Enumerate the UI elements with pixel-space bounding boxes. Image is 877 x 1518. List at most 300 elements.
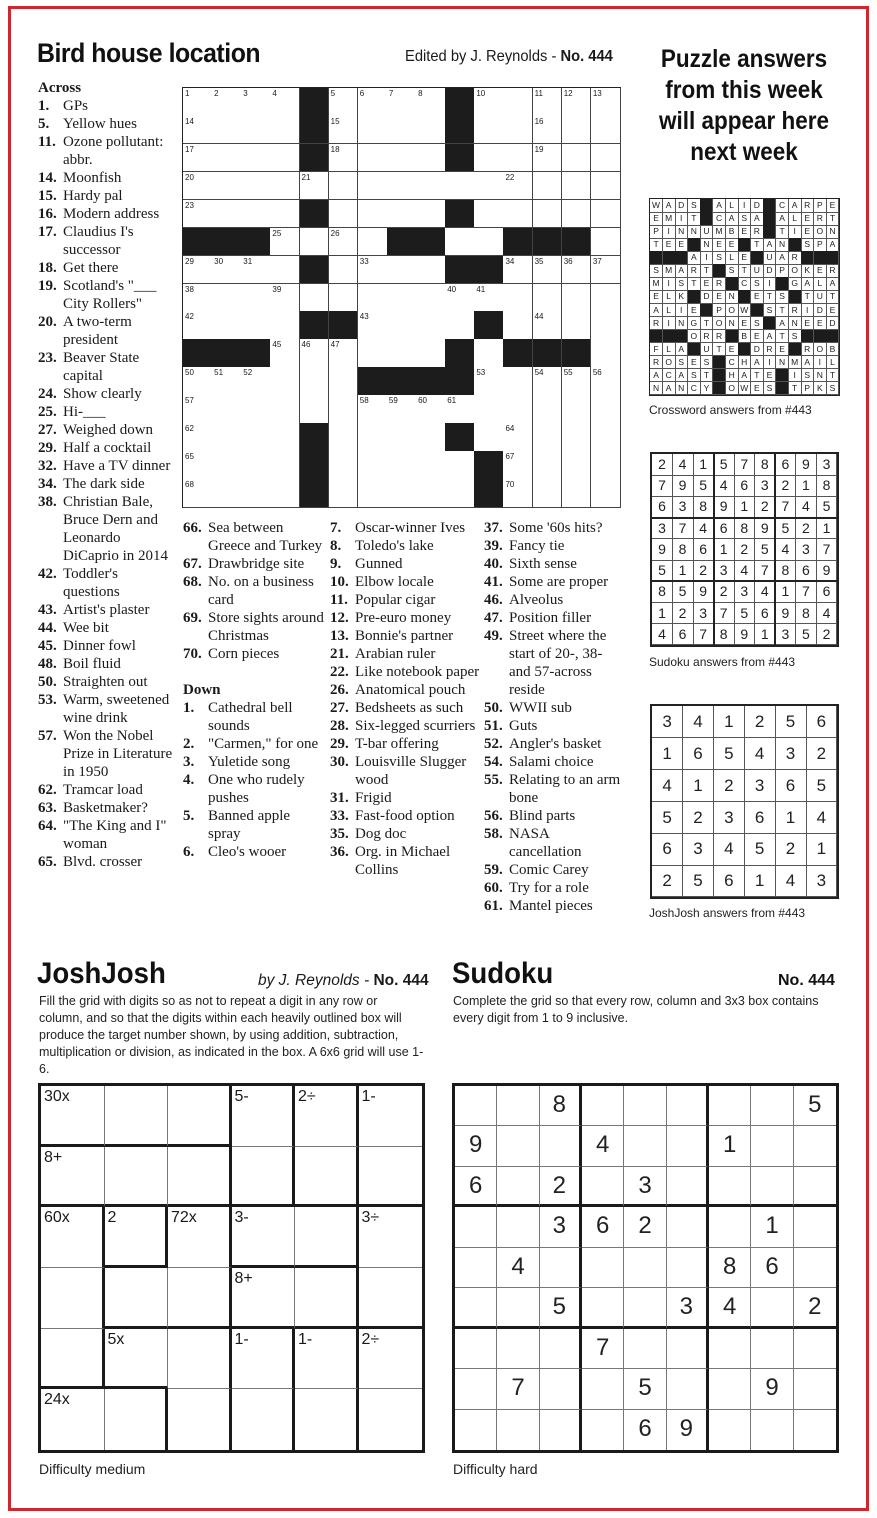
crossword-cell[interactable] [533, 200, 563, 229]
sudoku-cell[interactable] [709, 1329, 751, 1369]
sudoku-cell[interactable] [667, 1288, 709, 1328]
crossword-cell[interactable] [445, 172, 475, 201]
sudoku-cell[interactable] [497, 1207, 539, 1247]
crossword-cell[interactable] [270, 256, 300, 285]
sudoku-cell[interactable] [540, 1207, 582, 1247]
crossword-cell[interactable] [533, 172, 563, 201]
sudoku-cell[interactable] [751, 1288, 793, 1328]
crossword-cell[interactable] [183, 200, 213, 229]
crossword-cell[interactable] [212, 172, 242, 201]
crossword-cell[interactable] [416, 284, 446, 313]
joshjosh-cell[interactable] [295, 1268, 359, 1329]
crossword-cell[interactable] [474, 367, 504, 396]
crossword-cell[interactable] [329, 116, 359, 145]
joshjosh-cell[interactable] [232, 1329, 296, 1390]
crossword-cell[interactable] [533, 423, 563, 452]
sudoku-cell[interactable] [497, 1126, 539, 1166]
crossword-cell[interactable] [329, 88, 359, 117]
joshjosh-cell[interactable] [41, 1329, 105, 1390]
crossword-cell[interactable] [329, 228, 359, 257]
crossword-cell[interactable] [533, 367, 563, 396]
crossword-cell[interactable] [562, 144, 592, 173]
crossword-cell[interactable] [562, 367, 592, 396]
crossword-cell[interactable] [270, 451, 300, 480]
sudoku-cell[interactable] [455, 1207, 497, 1247]
sudoku-cell[interactable] [540, 1086, 582, 1126]
sudoku-cell[interactable] [751, 1369, 793, 1409]
sudoku-cell[interactable] [624, 1410, 666, 1450]
joshjosh-cell[interactable] [105, 1207, 169, 1268]
joshjosh-cell[interactable] [359, 1389, 423, 1450]
sudoku-cell[interactable] [582, 1410, 624, 1450]
crossword-cell[interactable] [591, 451, 621, 480]
joshjosh-cell[interactable] [168, 1268, 232, 1329]
joshjosh-cell[interactable] [232, 1147, 296, 1208]
crossword-cell[interactable] [503, 88, 533, 117]
sudoku-cell[interactable] [709, 1248, 751, 1288]
crossword-cell[interactable] [445, 311, 475, 340]
crossword-cell[interactable] [416, 116, 446, 145]
sudoku-cell[interactable] [540, 1329, 582, 1369]
crossword-cell[interactable] [329, 367, 359, 396]
joshjosh-cell[interactable] [295, 1329, 359, 1390]
crossword-cell[interactable] [387, 88, 417, 117]
crossword-cell[interactable] [183, 88, 213, 117]
crossword-cell[interactable] [591, 284, 621, 313]
sudoku-cell[interactable] [709, 1369, 751, 1409]
joshjosh-cell[interactable] [295, 1389, 359, 1450]
crossword-cell[interactable] [241, 479, 271, 508]
crossword-cell[interactable] [387, 395, 417, 424]
crossword-cell[interactable] [358, 479, 388, 508]
sudoku-cell[interactable] [751, 1410, 793, 1450]
joshjosh-cell[interactable] [105, 1147, 169, 1208]
crossword-cell[interactable] [329, 200, 359, 229]
crossword-cell[interactable] [503, 423, 533, 452]
sudoku-cell[interactable] [794, 1410, 836, 1450]
crossword-cell[interactable] [533, 144, 563, 173]
crossword-cell[interactable] [270, 228, 300, 257]
crossword-cell[interactable] [183, 311, 213, 340]
crossword-cell[interactable] [241, 311, 271, 340]
joshjosh-cell[interactable] [105, 1086, 169, 1147]
crossword-cell[interactable] [474, 395, 504, 424]
crossword-cell[interactable] [270, 395, 300, 424]
crossword-cell[interactable] [358, 228, 388, 257]
crossword-cell[interactable] [445, 451, 475, 480]
crossword-cell[interactable] [270, 367, 300, 396]
sudoku-cell[interactable] [667, 1248, 709, 1288]
crossword-cell[interactable] [562, 200, 592, 229]
sudoku-cell[interactable] [709, 1167, 751, 1207]
crossword-cell[interactable] [212, 256, 242, 285]
crossword-cell[interactable] [387, 116, 417, 145]
crossword-grid[interactable] [182, 87, 621, 508]
crossword-cell[interactable] [474, 116, 504, 145]
sudoku-cell[interactable] [497, 1248, 539, 1288]
crossword-cell[interactable] [241, 423, 271, 452]
sudoku-cell[interactable] [497, 1369, 539, 1409]
crossword-cell[interactable] [562, 451, 592, 480]
crossword-cell[interactable] [387, 256, 417, 285]
sudoku-cell[interactable] [794, 1086, 836, 1126]
sudoku-cell[interactable] [497, 1329, 539, 1369]
sudoku-cell[interactable] [455, 1369, 497, 1409]
crossword-cell[interactable] [533, 284, 563, 313]
crossword-cell[interactable] [358, 284, 388, 313]
sudoku-cell[interactable] [497, 1410, 539, 1450]
crossword-cell[interactable] [416, 200, 446, 229]
crossword-cell[interactable] [562, 116, 592, 145]
sudoku-cell[interactable] [709, 1207, 751, 1247]
joshjosh-cell[interactable] [41, 1389, 105, 1450]
crossword-cell[interactable] [591, 395, 621, 424]
crossword-cell[interactable] [212, 88, 242, 117]
crossword-cell[interactable] [329, 284, 359, 313]
crossword-cell[interactable] [533, 395, 563, 424]
sudoku-cell[interactable] [624, 1288, 666, 1328]
crossword-cell[interactable] [270, 200, 300, 229]
crossword-cell[interactable] [358, 311, 388, 340]
crossword-cell[interactable] [241, 256, 271, 285]
crossword-cell[interactable] [212, 284, 242, 313]
joshjosh-cell[interactable] [41, 1268, 105, 1329]
crossword-cell[interactable] [300, 339, 330, 368]
crossword-cell[interactable] [387, 451, 417, 480]
sudoku-cell[interactable] [794, 1126, 836, 1166]
sudoku-cell[interactable] [455, 1410, 497, 1450]
crossword-cell[interactable] [183, 423, 213, 452]
crossword-cell[interactable] [591, 367, 621, 396]
crossword-cell[interactable] [183, 284, 213, 313]
crossword-cell[interactable] [183, 116, 213, 145]
crossword-cell[interactable] [591, 256, 621, 285]
crossword-cell[interactable] [270, 339, 300, 368]
crossword-cell[interactable] [503, 144, 533, 173]
crossword-cell[interactable] [241, 116, 271, 145]
crossword-cell[interactable] [183, 451, 213, 480]
sudoku-cell[interactable] [455, 1126, 497, 1166]
crossword-cell[interactable] [270, 311, 300, 340]
crossword-cell[interactable] [241, 367, 271, 396]
crossword-cell[interactable] [445, 228, 475, 257]
sudoku-cell[interactable] [794, 1248, 836, 1288]
joshjosh-cell[interactable] [295, 1207, 359, 1268]
sudoku-cell[interactable] [455, 1288, 497, 1328]
joshjosh-cell[interactable] [168, 1147, 232, 1208]
crossword-cell[interactable] [329, 479, 359, 508]
crossword-cell[interactable] [533, 88, 563, 117]
crossword-cell[interactable] [533, 479, 563, 508]
crossword-cell[interactable] [183, 256, 213, 285]
joshjosh-cell[interactable] [168, 1389, 232, 1450]
crossword-cell[interactable] [329, 339, 359, 368]
crossword-cell[interactable] [474, 228, 504, 257]
joshjosh-cell[interactable] [232, 1086, 296, 1147]
sudoku-cell[interactable] [709, 1288, 751, 1328]
sudoku-cell[interactable] [751, 1248, 793, 1288]
crossword-cell[interactable] [591, 479, 621, 508]
sudoku-cell[interactable] [624, 1369, 666, 1409]
joshjosh-cell[interactable] [41, 1086, 105, 1147]
joshjosh-cell[interactable] [359, 1207, 423, 1268]
crossword-cell[interactable] [416, 339, 446, 368]
crossword-cell[interactable] [212, 479, 242, 508]
joshjosh-cell[interactable] [232, 1268, 296, 1329]
crossword-cell[interactable] [212, 144, 242, 173]
joshjosh-cell[interactable] [105, 1329, 169, 1390]
crossword-cell[interactable] [562, 479, 592, 508]
crossword-cell[interactable] [387, 423, 417, 452]
crossword-cell[interactable] [503, 172, 533, 201]
sudoku-cell[interactable] [794, 1288, 836, 1328]
crossword-cell[interactable] [212, 395, 242, 424]
sudoku-cell[interactable] [667, 1167, 709, 1207]
crossword-cell[interactable] [474, 172, 504, 201]
crossword-cell[interactable] [416, 451, 446, 480]
sudoku-cell[interactable] [540, 1288, 582, 1328]
sudoku-cell[interactable] [667, 1126, 709, 1166]
crossword-cell[interactable] [591, 423, 621, 452]
sudoku-cell[interactable] [794, 1329, 836, 1369]
crossword-cell[interactable] [270, 88, 300, 117]
crossword-cell[interactable] [533, 256, 563, 285]
joshjosh-cell[interactable] [359, 1329, 423, 1390]
sudoku-cell[interactable] [455, 1248, 497, 1288]
crossword-cell[interactable] [358, 395, 388, 424]
sudoku-cell[interactable] [794, 1207, 836, 1247]
joshjosh-cell[interactable] [168, 1207, 232, 1268]
sudoku-cell[interactable] [751, 1086, 793, 1126]
crossword-cell[interactable] [503, 284, 533, 313]
sudoku-cell[interactable] [709, 1410, 751, 1450]
crossword-cell[interactable] [300, 367, 330, 396]
crossword-cell[interactable] [445, 395, 475, 424]
crossword-cell[interactable] [562, 172, 592, 201]
crossword-cell[interactable] [562, 88, 592, 117]
sudoku-cell[interactable] [794, 1369, 836, 1409]
sudoku-cell[interactable] [667, 1410, 709, 1450]
sudoku-cell[interactable] [582, 1248, 624, 1288]
joshjosh-cell[interactable] [168, 1329, 232, 1390]
crossword-cell[interactable] [270, 116, 300, 145]
sudoku-cell[interactable] [582, 1369, 624, 1409]
sudoku-cell[interactable] [624, 1167, 666, 1207]
crossword-cell[interactable] [183, 479, 213, 508]
crossword-cell[interactable] [300, 284, 330, 313]
crossword-cell[interactable] [591, 88, 621, 117]
crossword-cell[interactable] [474, 88, 504, 117]
crossword-cell[interactable] [387, 339, 417, 368]
crossword-cell[interactable] [241, 200, 271, 229]
crossword-cell[interactable] [183, 367, 213, 396]
crossword-cell[interactable] [212, 116, 242, 145]
crossword-cell[interactable] [387, 200, 417, 229]
crossword-cell[interactable] [591, 228, 621, 257]
crossword-cell[interactable] [591, 116, 621, 145]
crossword-cell[interactable] [358, 256, 388, 285]
joshjosh-cell[interactable] [168, 1086, 232, 1147]
crossword-cell[interactable] [416, 395, 446, 424]
crossword-cell[interactable] [591, 172, 621, 201]
sudoku-cell[interactable] [582, 1207, 624, 1247]
crossword-cell[interactable] [270, 284, 300, 313]
crossword-cell[interactable] [358, 116, 388, 145]
crossword-cell[interactable] [241, 172, 271, 201]
crossword-cell[interactable] [212, 367, 242, 396]
sudoku-cell[interactable] [667, 1329, 709, 1369]
crossword-cell[interactable] [241, 395, 271, 424]
crossword-cell[interactable] [241, 451, 271, 480]
crossword-cell[interactable] [562, 423, 592, 452]
sudoku-cell[interactable] [624, 1207, 666, 1247]
crossword-cell[interactable] [241, 144, 271, 173]
crossword-cell[interactable] [533, 116, 563, 145]
crossword-cell[interactable] [212, 423, 242, 452]
crossword-cell[interactable] [474, 339, 504, 368]
crossword-cell[interactable] [358, 451, 388, 480]
crossword-cell[interactable] [591, 144, 621, 173]
sudoku-grid[interactable] [452, 1083, 839, 1453]
sudoku-cell[interactable] [497, 1086, 539, 1126]
crossword-cell[interactable] [358, 172, 388, 201]
sudoku-cell[interactable] [624, 1126, 666, 1166]
crossword-cell[interactable] [416, 256, 446, 285]
crossword-cell[interactable] [358, 144, 388, 173]
crossword-cell[interactable] [329, 144, 359, 173]
crossword-cell[interactable] [270, 479, 300, 508]
joshjosh-cell[interactable] [105, 1389, 169, 1450]
crossword-cell[interactable] [212, 311, 242, 340]
crossword-cell[interactable] [562, 395, 592, 424]
crossword-cell[interactable] [503, 479, 533, 508]
crossword-cell[interactable] [329, 395, 359, 424]
crossword-cell[interactable] [591, 311, 621, 340]
sudoku-cell[interactable] [709, 1086, 751, 1126]
crossword-cell[interactable] [416, 88, 446, 117]
sudoku-cell[interactable] [709, 1126, 751, 1166]
sudoku-cell[interactable] [497, 1167, 539, 1207]
crossword-cell[interactable] [445, 479, 475, 508]
crossword-cell[interactable] [503, 395, 533, 424]
joshjosh-cell[interactable] [359, 1147, 423, 1208]
crossword-cell[interactable] [503, 200, 533, 229]
joshjosh-cell[interactable] [41, 1147, 105, 1208]
joshjosh-cell[interactable] [41, 1207, 105, 1268]
sudoku-cell[interactable] [624, 1248, 666, 1288]
sudoku-cell[interactable] [751, 1329, 793, 1369]
crossword-cell[interactable] [387, 479, 417, 508]
crossword-cell[interactable] [474, 200, 504, 229]
sudoku-cell[interactable] [667, 1369, 709, 1409]
crossword-cell[interactable] [445, 284, 475, 313]
crossword-cell[interactable] [300, 228, 330, 257]
crossword-cell[interactable] [300, 172, 330, 201]
sudoku-cell[interactable] [667, 1207, 709, 1247]
sudoku-cell[interactable] [455, 1167, 497, 1207]
sudoku-cell[interactable] [582, 1167, 624, 1207]
crossword-cell[interactable] [183, 144, 213, 173]
crossword-cell[interactable] [387, 144, 417, 173]
joshjosh-cell[interactable] [359, 1268, 423, 1329]
sudoku-cell[interactable] [582, 1329, 624, 1369]
crossword-cell[interactable] [329, 256, 359, 285]
crossword-cell[interactable] [212, 200, 242, 229]
crossword-cell[interactable] [329, 451, 359, 480]
crossword-cell[interactable] [416, 144, 446, 173]
crossword-cell[interactable] [503, 116, 533, 145]
crossword-cell[interactable] [562, 311, 592, 340]
crossword-cell[interactable] [562, 284, 592, 313]
crossword-cell[interactable] [387, 311, 417, 340]
crossword-cell[interactable] [358, 88, 388, 117]
crossword-cell[interactable] [474, 423, 504, 452]
crossword-cell[interactable] [358, 339, 388, 368]
crossword-cell[interactable] [183, 395, 213, 424]
joshjosh-cell[interactable] [232, 1207, 296, 1268]
sudoku-cell[interactable] [751, 1207, 793, 1247]
sudoku-cell[interactable] [794, 1167, 836, 1207]
crossword-cell[interactable] [503, 451, 533, 480]
crossword-cell[interactable] [329, 423, 359, 452]
crossword-cell[interactable] [591, 200, 621, 229]
crossword-cell[interactable] [329, 172, 359, 201]
crossword-cell[interactable] [474, 144, 504, 173]
crossword-cell[interactable] [183, 172, 213, 201]
sudoku-cell[interactable] [582, 1288, 624, 1328]
crossword-cell[interactable] [591, 339, 621, 368]
crossword-cell[interactable] [416, 311, 446, 340]
crossword-cell[interactable] [416, 172, 446, 201]
crossword-cell[interactable] [562, 256, 592, 285]
sudoku-cell[interactable] [540, 1369, 582, 1409]
joshjosh-cell[interactable] [295, 1086, 359, 1147]
crossword-cell[interactable] [416, 479, 446, 508]
crossword-cell[interactable] [270, 423, 300, 452]
crossword-cell[interactable] [533, 451, 563, 480]
sudoku-cell[interactable] [455, 1329, 497, 1369]
joshjosh-cell[interactable] [359, 1086, 423, 1147]
crossword-cell[interactable] [503, 256, 533, 285]
sudoku-cell[interactable] [540, 1167, 582, 1207]
crossword-cell[interactable] [212, 451, 242, 480]
joshjosh-cell[interactable] [105, 1268, 169, 1329]
sudoku-cell[interactable] [751, 1167, 793, 1207]
sudoku-cell[interactable] [582, 1126, 624, 1166]
sudoku-cell[interactable] [497, 1288, 539, 1328]
sudoku-cell[interactable] [624, 1329, 666, 1369]
joshjosh-cell[interactable] [232, 1389, 296, 1450]
crossword-cell[interactable] [474, 284, 504, 313]
crossword-cell[interactable] [387, 284, 417, 313]
sudoku-cell[interactable] [667, 1086, 709, 1126]
sudoku-cell[interactable] [540, 1126, 582, 1166]
crossword-cell[interactable] [503, 367, 533, 396]
crossword-cell[interactable] [387, 172, 417, 201]
crossword-cell[interactable] [241, 284, 271, 313]
sudoku-cell[interactable] [540, 1248, 582, 1288]
crossword-cell[interactable] [358, 423, 388, 452]
crossword-cell[interactable] [300, 395, 330, 424]
sudoku-cell[interactable] [751, 1126, 793, 1166]
crossword-cell[interactable] [416, 423, 446, 452]
crossword-cell[interactable] [241, 88, 271, 117]
crossword-cell[interactable] [358, 200, 388, 229]
crossword-cell[interactable] [533, 311, 563, 340]
joshjosh-cell[interactable] [295, 1147, 359, 1208]
sudoku-cell[interactable] [624, 1086, 666, 1126]
sudoku-cell[interactable] [455, 1086, 497, 1126]
